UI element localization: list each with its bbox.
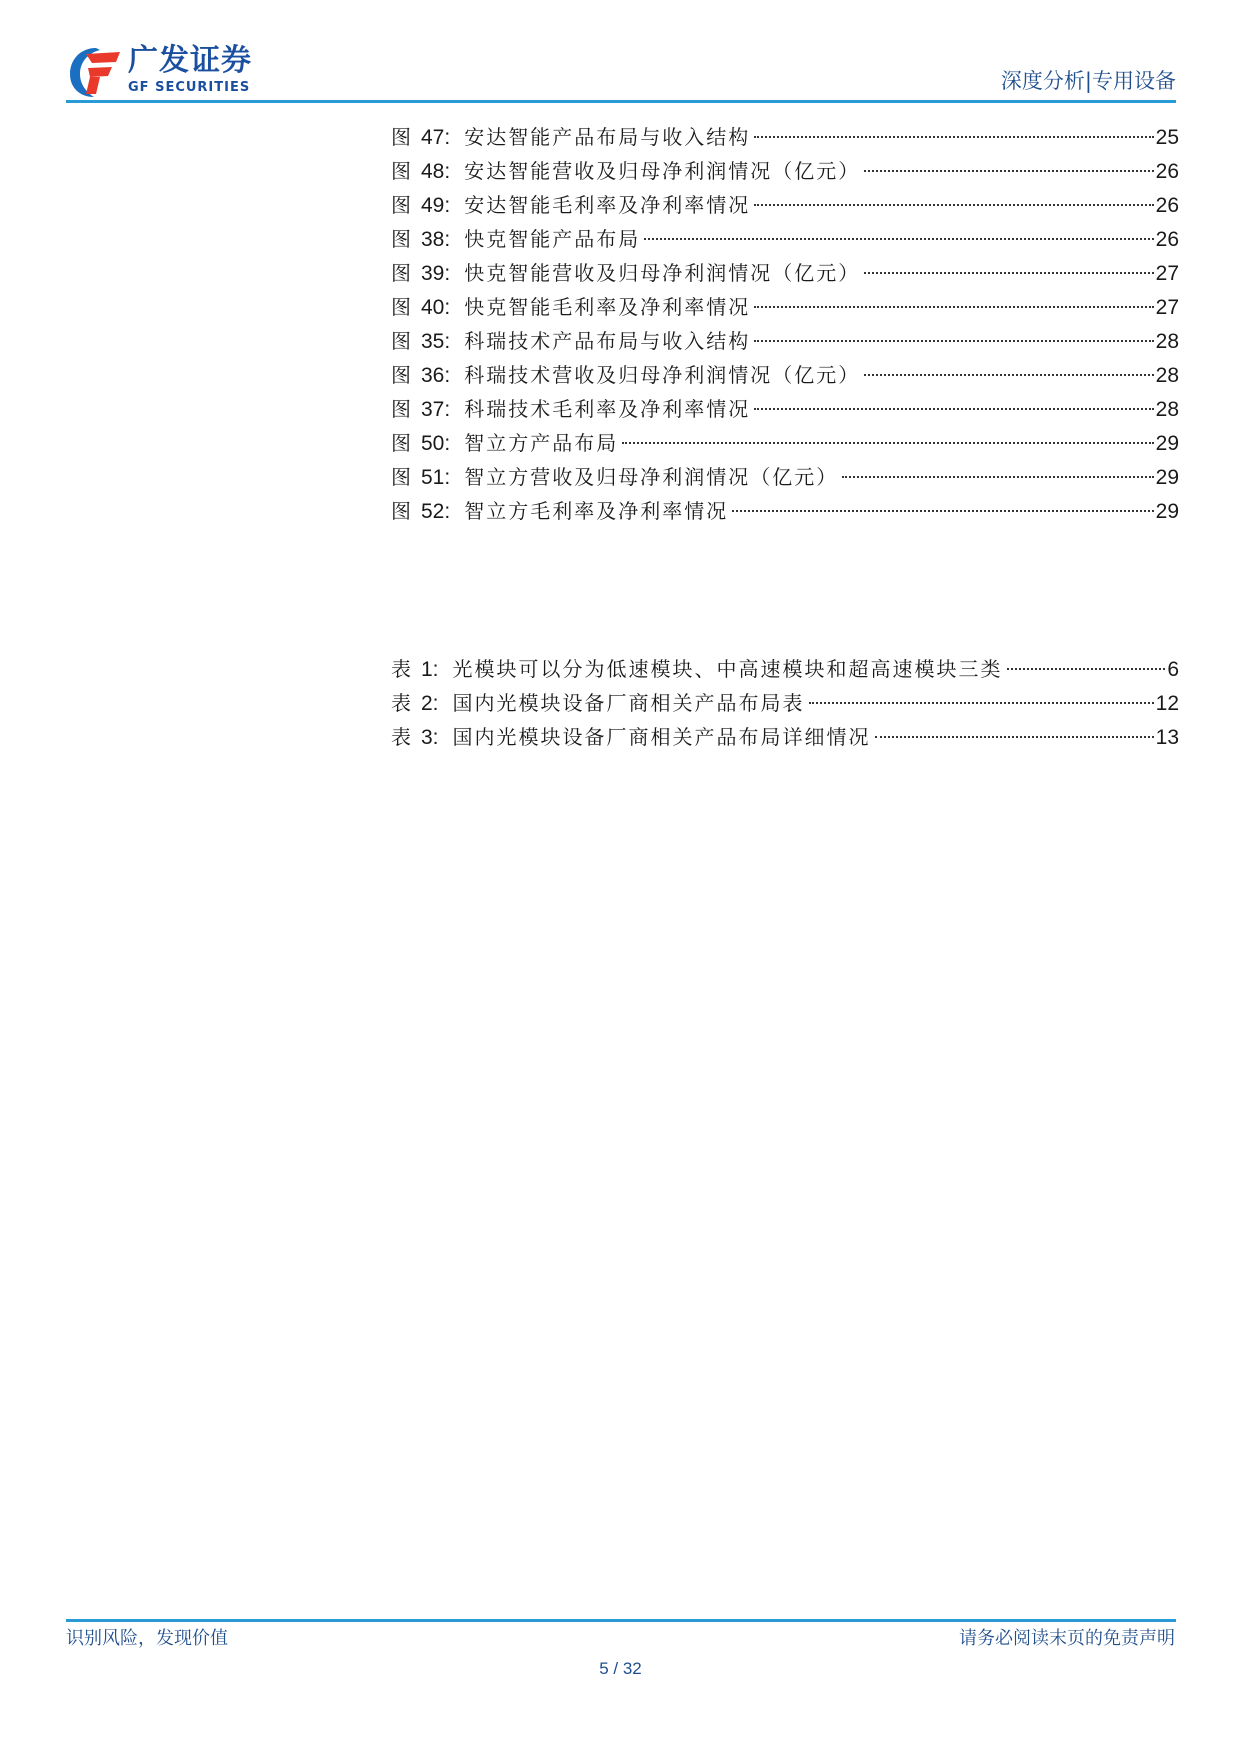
toc-number: 51: <box>421 466 451 489</box>
toc-page-number: 29 <box>1155 500 1179 523</box>
toc-number: 2: <box>421 692 439 715</box>
toc-title: 安达智能产品布局与收入结构 <box>464 125 751 149</box>
toc-prefix: 图 <box>391 295 411 319</box>
toc-number: 37: <box>421 398 451 421</box>
toc-number: 36: <box>421 364 451 387</box>
toc-page-number: 25 <box>1155 126 1179 149</box>
dot-leader <box>732 510 1153 512</box>
toc-title: 快克智能营收及归母净利润情况（亿元） <box>464 261 861 285</box>
toc-entry[interactable] <box>391 290 1179 324</box>
toc-title: 智立方产品布局 <box>464 431 619 455</box>
page-number: 5 / 32 <box>599 1659 642 1678</box>
toc-page-number: 26 <box>1155 228 1179 251</box>
toc-entry[interactable] <box>391 188 1179 222</box>
toc-title: 安达智能营收及归母净利润情况（亿元） <box>464 159 861 183</box>
toc-page-number: 29 <box>1155 466 1179 489</box>
toc-page-number: 28 <box>1155 330 1179 353</box>
toc-prefix: 图 <box>391 329 411 353</box>
toc-entry[interactable] <box>391 392 1179 426</box>
toc-title: 国内光模块设备厂商相关产品布局表 <box>452 691 805 715</box>
toc-title: 光模块可以分为低速模块、中高速模块和超高速模块三类 <box>452 657 1003 681</box>
toc-prefix: 表 <box>391 691 411 715</box>
figure-list-of-contents <box>391 120 1179 528</box>
logo-text-cn: 广发证券 <box>128 43 252 78</box>
toc-title: 科瑞技术毛利率及净利率情况 <box>464 397 751 421</box>
toc-title: 科瑞技术营收及归母净利润情况（亿元） <box>464 363 861 387</box>
toc-entry[interactable] <box>391 358 1179 392</box>
dot-leader <box>864 170 1153 172</box>
toc-number: 50: <box>421 432 451 455</box>
toc-prefix: 图 <box>391 431 411 455</box>
toc-prefix: 图 <box>391 397 411 421</box>
header-divider <box>66 100 1176 103</box>
toc-number: 1: <box>421 658 439 681</box>
toc-title: 安达智能毛利率及净利率情况 <box>464 193 751 217</box>
dot-leader <box>864 272 1153 274</box>
toc-number: 47: <box>421 126 451 149</box>
toc-title: 快克智能产品布局 <box>464 227 641 251</box>
toc-page-number: 12 <box>1155 692 1179 715</box>
toc-prefix: 图 <box>391 193 411 217</box>
toc-entry[interactable] <box>391 120 1179 154</box>
toc-prefix: 图 <box>391 159 411 183</box>
toc-entry[interactable] <box>391 720 1179 754</box>
footer-slogan: 识别风险，发现价值 <box>66 1628 228 1649</box>
dot-leader <box>842 476 1153 478</box>
toc-prefix: 图 <box>391 363 411 387</box>
dot-leader <box>754 204 1153 206</box>
toc-entry[interactable] <box>391 222 1179 256</box>
toc-entry[interactable] <box>391 686 1179 720</box>
toc-page-number: 13 <box>1155 726 1179 749</box>
toc-page-number: 27 <box>1155 296 1179 319</box>
dot-leader <box>875 736 1154 738</box>
toc-prefix: 图 <box>391 465 411 489</box>
toc-prefix: 表 <box>391 725 411 749</box>
gf-logo-icon <box>66 44 124 100</box>
dot-leader <box>864 374 1153 376</box>
section-label: 深度分析|专用设备 <box>1000 69 1176 93</box>
dot-leader <box>622 442 1153 444</box>
dot-leader <box>754 340 1153 342</box>
toc-number: 39: <box>421 262 451 285</box>
toc-prefix: 表 <box>391 657 411 681</box>
toc-entry[interactable] <box>391 324 1179 358</box>
toc-entry[interactable] <box>391 652 1179 686</box>
toc-page-number: 6 <box>1167 658 1179 681</box>
table-list-of-contents <box>391 652 1179 754</box>
logo-text-en: GF SECURITIES <box>128 80 251 95</box>
toc-entry[interactable] <box>391 154 1179 188</box>
footer-divider <box>66 1619 1176 1622</box>
toc-prefix: 图 <box>391 125 411 149</box>
dot-leader <box>644 238 1153 240</box>
toc-title: 快克智能毛利率及净利率情况 <box>464 295 751 319</box>
toc-page-number: 29 <box>1155 432 1179 455</box>
toc-number: 3: <box>421 726 439 749</box>
toc-page-number: 26 <box>1155 194 1179 217</box>
footer-disclaimer-notice: 请务必阅读末页的免责声明 <box>959 1628 1175 1649</box>
dot-leader <box>754 306 1153 308</box>
toc-number: 38: <box>421 228 451 251</box>
toc-entry[interactable] <box>391 256 1179 290</box>
toc-prefix: 图 <box>391 227 411 251</box>
toc-title: 国内光模块设备厂商相关产品布局详细情况 <box>452 725 871 749</box>
dot-leader <box>809 702 1154 704</box>
toc-number: 48: <box>421 160 451 183</box>
toc-title: 科瑞技术产品布局与收入结构 <box>464 329 751 353</box>
toc-page-number: 28 <box>1155 398 1179 421</box>
toc-title: 智立方毛利率及净利率情况 <box>464 499 729 523</box>
toc-prefix: 图 <box>391 261 411 285</box>
toc-number: 35: <box>421 330 451 353</box>
page-header <box>66 40 1176 102</box>
dot-leader <box>754 408 1153 410</box>
toc-entry[interactable] <box>391 460 1179 494</box>
dot-leader <box>754 136 1153 138</box>
toc-number: 40: <box>421 296 451 319</box>
toc-entry[interactable] <box>391 426 1179 460</box>
toc-number: 49: <box>421 194 451 217</box>
toc-number: 52: <box>421 500 451 523</box>
dot-leader <box>1007 668 1166 670</box>
toc-page-number: 27 <box>1155 262 1179 285</box>
toc-entry[interactable] <box>391 494 1179 528</box>
toc-page-number: 28 <box>1155 364 1179 387</box>
toc-page-number: 26 <box>1155 160 1179 183</box>
toc-title: 智立方营收及归母净利润情况（亿元） <box>464 465 839 489</box>
company-logo <box>66 44 266 100</box>
toc-prefix: 图 <box>391 499 411 523</box>
